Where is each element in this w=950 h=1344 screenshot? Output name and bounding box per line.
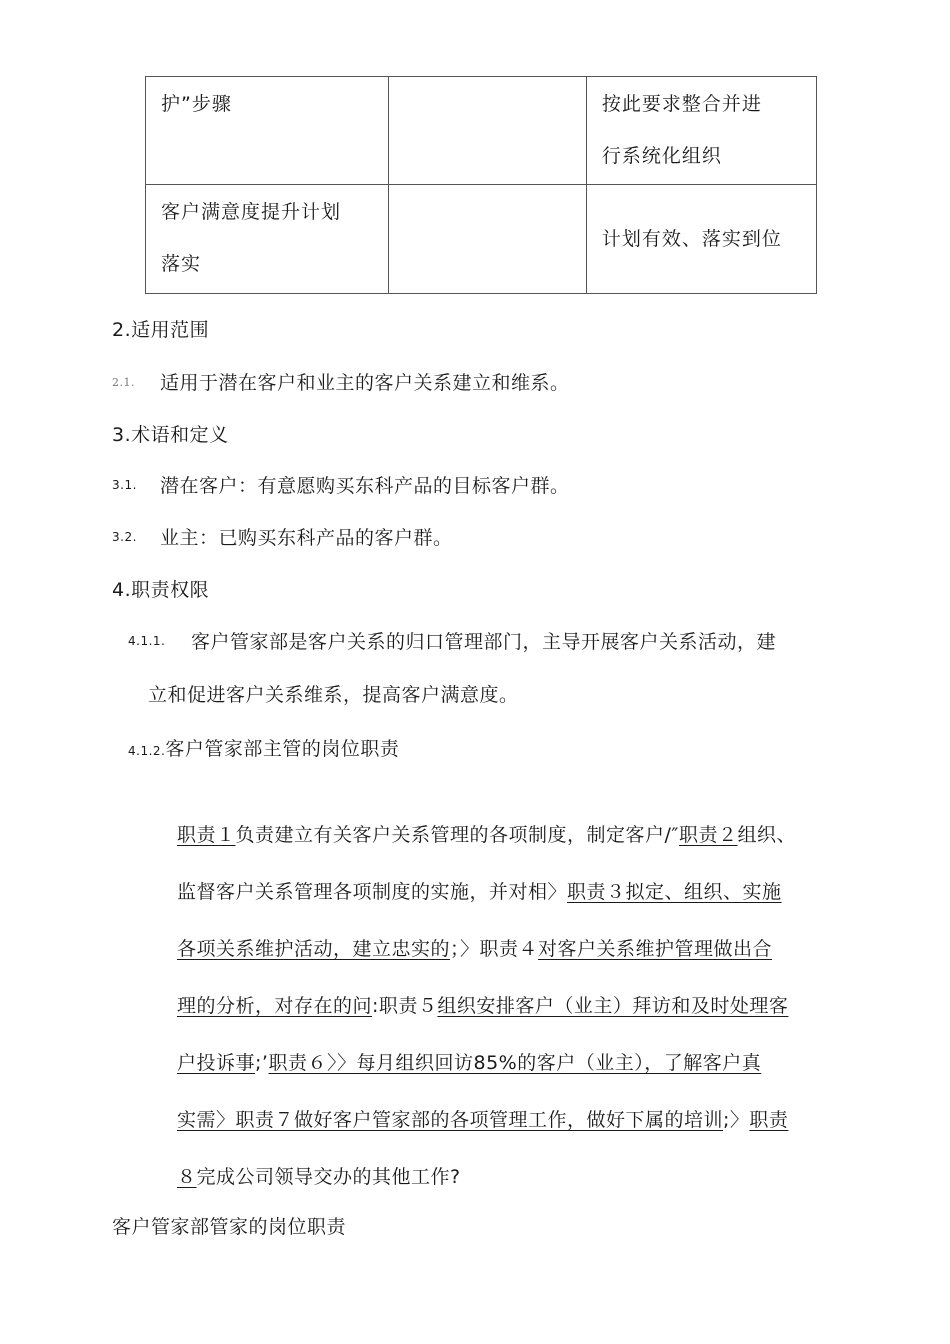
duty-link: 职责２ [679,824,738,846]
cell-text-line: 客户满意度提升计划 [161,201,342,223]
duties-line: 职责１负责建立有关客户关系管理的各项制度，制定客户/″职责２组织、 [177,824,797,846]
table-cell-empty [389,185,587,294]
duty-link: 〉每月组织回访85%的客户（业主），了解客户真 [336,1052,762,1074]
section-heading-responsibilities: 4.职责权限 [112,579,210,601]
duty-link: 组织安排客户（业主）拜访和及时处理客 [437,995,789,1017]
table-cell [586,185,816,294]
section-heading-steward-duties: 客户管家部管家的岗位职责 [112,1216,347,1238]
duties-line: ８完成公司领导交办的其他工作? [177,1166,461,1188]
term-potential-customer: 潜在客户：有意愿购买东科产品的目标客户群。 [160,475,570,497]
duty-link: 户投诉事 [177,1052,256,1074]
duties-line: 户投诉事;’职责６〉〉每月组织回访85%的客户（业主），了解客户真 [177,1052,762,1074]
duty-link: 实需〉职责７做好客户管家部的各项管理工作，做好下属的培训 [177,1109,724,1131]
requirements-table [145,76,817,294]
cell-text-line: 落实 [161,253,202,275]
responsibility-text-line: 立和促进客户关系维系，提高客户满意度。 [148,684,519,706]
item-number: 3.2. [112,530,137,544]
term-owner: 业主：已购买东科产品的客户群。 [160,527,453,549]
table-row [146,185,817,294]
cell-text-line: 行系统化组织 [601,145,722,167]
cell-text: 计划有效、落实到位 [601,228,782,250]
duty-link: 对客户关系维护管理做出合 [538,938,773,960]
section-heading-terms: 3.术语和定义 [112,424,229,446]
duty-link: 职责３拟定、组织、实施 [567,881,782,903]
duties-line: 实需〉职责７做好客户管家部的各项管理工作，做好下属的培训;〉职责 [177,1109,789,1131]
duty-link: 职责 [749,1109,789,1131]
subsection-heading [128,734,399,761]
section-heading-scope: 2.适用范围 [112,319,210,341]
duties-line: 各项关系维护活动，建立忠实的；〉职责４对客户关系维护管理做出合 [177,938,773,960]
duty-link: 职责６〉 [268,1052,337,1074]
duty-link: ８ [177,1166,197,1188]
responsibility-text-line: 客户管家部是客户关系的归口管理部门，主导开展客户关系活动，建 [191,631,777,653]
table-cell [586,77,816,185]
cell-text: 护”步骤 [161,93,232,115]
table-row [146,77,817,185]
item-number: 4.1.1. [128,634,166,648]
duties-line: 理的分析，对存在的问:职责５组织安排客户（业主）拜访和及时处理客 [177,995,789,1017]
cell-text-line: 按此要求整合并进 [601,93,762,115]
duty-link: 理的分析，对存在的问 [177,995,373,1017]
table-cell-empty [389,77,587,185]
table-cell [146,77,389,185]
table-cell [146,185,389,294]
item-number: 2.1. [112,376,135,389]
scope-item-text: 适用于潜在客户和业主的客户关系建立和维系。 [160,372,570,394]
duty-link: 各项关系维护活动，建立忠实的 [177,938,451,960]
duties-line: 监督客户关系管理各项制度的实施，并对相〉职责３拟定、组织、实施 [177,881,782,903]
subsection-title: 客户管家部主管的岗位职责 [165,738,400,760]
item-number: 4.1.2. [128,744,166,758]
item-number: 3.1. [112,478,137,492]
duty-link: 职责１ [177,824,236,846]
